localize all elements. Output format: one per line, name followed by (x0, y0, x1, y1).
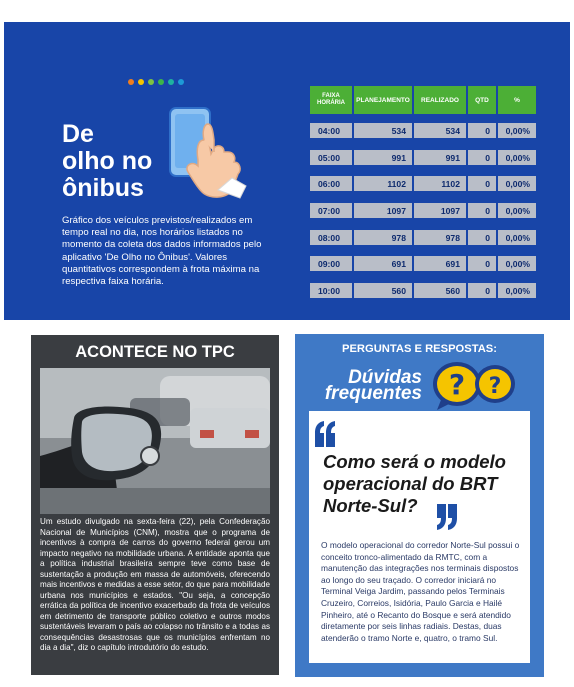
cell-done: 1097 (414, 203, 466, 218)
cell-hour: 06:00 (310, 176, 352, 191)
cell-planned: 691 (354, 256, 412, 271)
cell-percent: 0,00% (498, 123, 536, 138)
quote-open-icon (313, 421, 337, 447)
cell-hour: 07:00 (310, 203, 352, 218)
cell-percent: 0,00% (498, 203, 536, 218)
de-olho-no-onibus-panel (4, 22, 570, 320)
hero-headline (62, 121, 152, 202)
cell-qty: 0 (468, 230, 496, 245)
svg-text:?: ? (488, 374, 502, 399)
color-dots (128, 79, 184, 85)
table-row (310, 123, 536, 138)
cell-percent: 0,00% (498, 150, 536, 165)
header-faixa-horaria-label: FAIXA HORÁRIA (317, 93, 345, 106)
table-row (310, 230, 536, 245)
dot-green (158, 79, 164, 85)
faq-top-label: PERGUNTAS E RESPOSTAS: (342, 343, 497, 355)
cell-qty: 0 (468, 176, 496, 191)
table-row (310, 176, 536, 191)
cell-percent: 0,00% (498, 230, 536, 245)
hero-description: Gráfico dos veículos previstos/realizados em tempo real no dia, nos horários listados no momento da coleta dos dados informados pelo aplicativo 'De Olho no Ônibus'. Valores quantitativos correspondem à frota máxima na respectiva faixa horária. (62, 215, 262, 288)
cell-planned: 560 (354, 283, 412, 298)
cell-done: 534 (414, 123, 466, 138)
table-row (310, 150, 536, 165)
cell-hour: 09:00 (310, 256, 352, 271)
table-row (310, 283, 536, 298)
dot-orange (128, 79, 134, 85)
cell-percent: 0,00% (498, 283, 536, 298)
cell-qty: 0 (468, 203, 496, 218)
header-realizado: REALIZADO (414, 86, 466, 114)
cell-qty: 0 (468, 283, 496, 298)
cell-qty: 0 (468, 256, 496, 271)
cell-done: 991 (414, 150, 466, 165)
cell-hour: 08:00 (310, 230, 352, 245)
headline-line-3: ônibus (62, 174, 144, 202)
hand-holding-phone-icon (158, 102, 258, 202)
cell-done: 560 (414, 283, 466, 298)
faq-question: Como será o modelo operacional do BRT Norte-Sul? (323, 451, 506, 516)
faq-word-frequentes: frequentes (324, 383, 422, 404)
table-header-row (310, 86, 536, 114)
dot-lightgreen (148, 79, 154, 85)
faq-card (295, 334, 544, 677)
table-row (310, 203, 536, 218)
faq-answer: O modelo operacional do corredor Norte-Sul possui o conceito tronco-alimentado da RMTC, com a manutenção das integrações nos terminais dispostos ao longo do seu traçado. O corredor iniciará no Terminal Veiga Jardim, passando pelos Terminais Cruzeiro, Correios, Isidória, Paulo Garcia e Hailé Pinheiro, até o Recanto do Bosque e será atendido diretamente por seis linhas radiais. Destas, duas atenderão o tramo Norte e, quatro, o tramo Sul. (321, 540, 520, 643)
cell-hour: 05:00 (310, 150, 352, 165)
cell-planned: 534 (354, 123, 412, 138)
header-percent: % (498, 86, 536, 114)
dot-yellow (138, 79, 144, 85)
cell-planned: 1097 (354, 203, 412, 218)
quote-close-icon (435, 504, 459, 530)
header-qtd: QTD (468, 86, 496, 114)
dot-teal (168, 79, 174, 85)
cell-done: 978 (414, 230, 466, 245)
table-row (310, 256, 536, 271)
cell-planned: 1102 (354, 176, 412, 191)
car-side-mirror-traffic-photo (40, 368, 270, 514)
cell-qty: 0 (468, 123, 496, 138)
headline-line-1: De (62, 120, 94, 148)
cell-percent: 0,00% (498, 256, 536, 271)
cell-planned: 991 (354, 150, 412, 165)
cell-done: 1102 (414, 176, 466, 191)
headline-line-2: olho no (62, 147, 153, 175)
svg-text:?: ? (448, 368, 466, 401)
cell-hour: 10:00 (310, 283, 352, 298)
faq-answer-box (309, 411, 530, 663)
faq-word-duvidas: Dúvidas (348, 367, 422, 388)
cell-planned: 978 (354, 230, 412, 245)
cell-qty: 0 (468, 150, 496, 165)
header-planejamento: PLANEJAMENTO (354, 86, 412, 114)
news-title: ACONTECE NO TPC (75, 343, 235, 361)
cell-percent: 0,00% (498, 176, 536, 191)
news-body: Um estudo divulgado na sexta-feira (22), pela Confederação Nacional de Municípios (CNM), mostra que o programa de incentivos à compra de carros do governo federal gerou um impacto negativo na mobilidade urbana. A entidade aponta que a política industrial brasileira sempre teve como base de sustentação a produção em massa de automóveis, oferecendo mais incentivos e medidas a esse setor, do que para mobilidade urbana nos municípios e estados. "Ou seja, a concepção errática da política de incentivo exacerbado da frota de veículos em detrimento de transporte público coletivo e outros modos sustentáveis levaram o país ao colapso no trânsito e a todas as consequências desastrosas que os municípios enfrentam no dia a dia", diz o capítulo introdutório do estudo. (40, 517, 270, 652)
cell-hour: 04:00 (310, 123, 352, 138)
acontece-no-tpc-card (31, 335, 279, 675)
question-bubbles-icon (431, 360, 521, 410)
header-faixa-horaria (310, 86, 352, 114)
fleet-table (310, 86, 536, 296)
dot-blue (178, 79, 184, 85)
cell-done: 691 (414, 256, 466, 271)
